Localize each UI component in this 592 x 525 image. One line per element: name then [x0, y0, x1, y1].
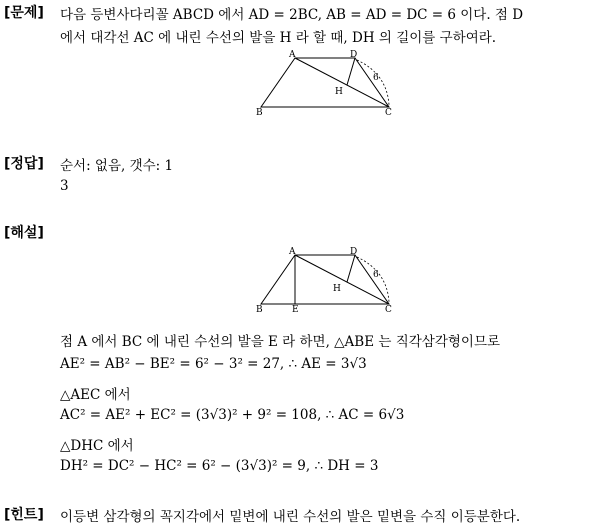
problem-line-2: 에서 대각선 AC 에 내린 수선의 발을 H 라 할 때, DH 의 길이를 구하여라. — [60, 30, 497, 46]
answer-label: [정답] — [4, 156, 44, 172]
sol-label-six: 6 — [373, 270, 379, 280]
solution-line-6: DH² = DC² − HC² = 6² − (3√3)² = 9, ∴ DH = 3 — [60, 458, 379, 474]
solution-line-4: AC² = AE² + EC² = (3√3)² + 9² = 108, ∴ AC = 6√3 — [60, 407, 405, 423]
label-b: B — [256, 108, 263, 118]
answer-value: 3 — [60, 178, 69, 194]
problem-label: [문제] — [4, 5, 44, 21]
label-d: D — [350, 50, 358, 60]
label-c: C — [385, 108, 392, 118]
sol-label-e: E — [292, 305, 299, 315]
sol-label-d: D — [350, 247, 358, 257]
solution-figure — [255, 245, 400, 315]
solution-line-3: △AEC 에서 — [60, 387, 131, 403]
problem-line-1: 다음 등변사다리꼴 ABCD 에서 AD = 2BC, AB = AD = DC = 6 이다. 점 D — [60, 7, 524, 23]
hint-label: [힌트] — [4, 507, 44, 523]
answer-meta: 순서: 없음, 갯수: 1 — [60, 158, 174, 174]
hint-text: 이등변 삼각형의 꼭지각에서 밑변에 내린 수선의 발은 밑변을 수직 이등분한다. — [60, 509, 521, 525]
sol-label-h: H — [333, 284, 341, 294]
problem-figure — [255, 48, 400, 118]
solution-label: [해설] — [4, 225, 44, 241]
label-h: H — [335, 87, 343, 97]
solution-line-5: △DHC 에서 — [60, 438, 134, 454]
label-six: 6 — [373, 73, 379, 83]
sol-label-b: B — [256, 305, 263, 315]
sol-label-a: A — [289, 247, 296, 257]
solution-line-2: AE² = AB² − BE² = 6² − 3² = 27, ∴ AE = 3√3 — [60, 356, 367, 372]
label-a: A — [289, 50, 296, 60]
solution-line-1: 점 A 에서 BC 에 내린 수선의 발을 E 라 하면, △ABE 는 직각삼각형이므로 — [60, 334, 501, 350]
sol-label-c: C — [385, 305, 392, 315]
